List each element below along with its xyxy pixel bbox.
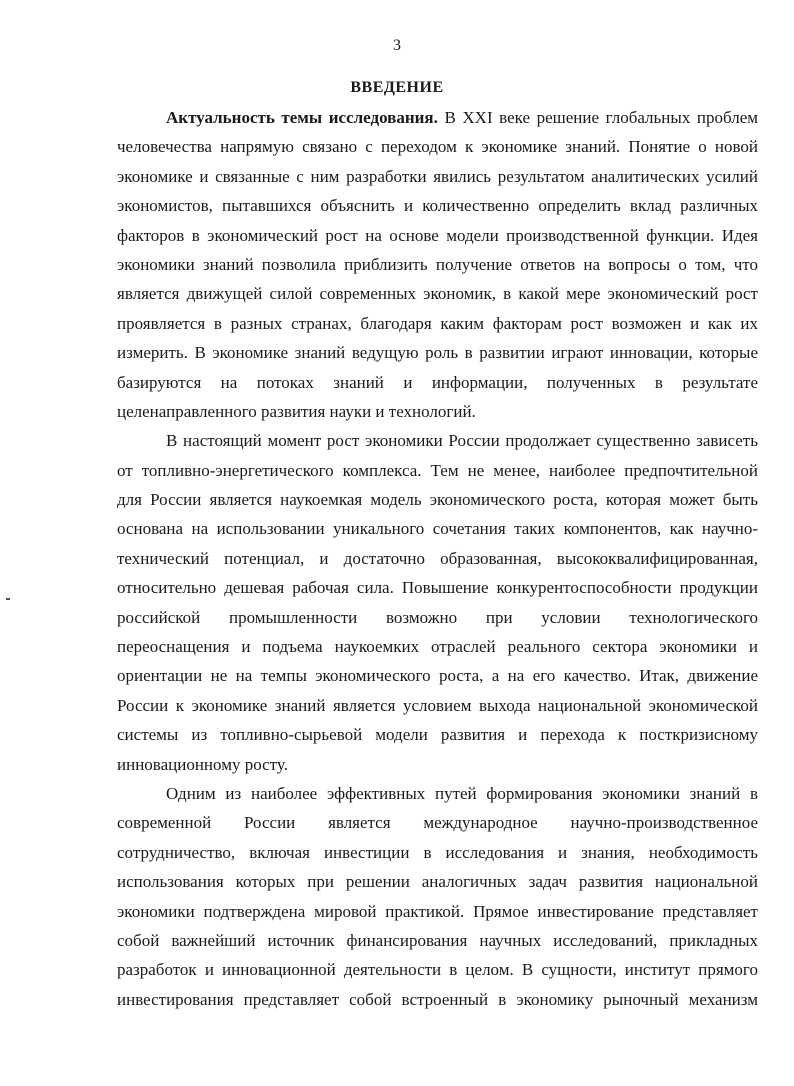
text-line: экономики подтверждена мировой практикой. Прямое инвестирование представляет	[117, 901, 758, 921]
text-line: Одним из наиболее эффективных путей формирования экономики знаний в	[166, 783, 758, 803]
text-line: человечества напрямую связано с переходом к экономике знаний. Понятие о новой	[117, 137, 758, 157]
text-line: для России является наукоемкая модель экономического роста, которая может быть	[117, 490, 758, 510]
text-line: целенаправленного развития науки и технологий.	[117, 401, 476, 421]
text-line: собой важнейший источник финансирования научных исследований, прикладных	[117, 930, 758, 950]
text-line: является движущей силой современных экономик, в какой мере экономический рост	[117, 284, 758, 304]
text-line: российской промышленности возможно при условии технологического	[117, 607, 758, 627]
text-line: экономике и связанные с ним разработки явились результатом аналитических усилий	[117, 166, 758, 186]
text-line: измерить. В экономике знаний ведущую роль в развитии играют инновации, которые	[117, 343, 758, 363]
body-text	[117, 103, 758, 1014]
text-line: от топливно-энергетического комплекса. Тем не менее, наиболее предпочтительной	[117, 460, 758, 480]
paragraph-2	[117, 426, 758, 779]
text-line: России к экономике знаний является условием выхода национальной экономической	[117, 695, 758, 715]
paragraph-3	[117, 779, 758, 1014]
text-line	[117, 103, 758, 132]
text-line: современной России является международное научно-производственное	[117, 813, 758, 833]
text-line: инновационному росту.	[117, 754, 288, 774]
paragraph-1	[117, 103, 758, 426]
text-line: ориентации не на темпы экономического роста, а на его качество. Итак, движение	[117, 666, 758, 686]
text-line: системы из топливно-сырьевой модели развития и перехода к посткризисному	[117, 725, 758, 745]
text-line: экономистов, пытавшихся объяснить и количественно определить вклад различных	[117, 196, 758, 216]
text-line: основана на использовании уникального сочетания таких компонентов, как научно-	[117, 519, 758, 539]
text-line: технический потенциал, и достаточно образованная, высококвалифицированная,	[117, 548, 758, 568]
text-line: сотрудничество, включая инвестиции в исследования и знания, необходимость	[117, 842, 758, 862]
margin-mark	[6, 598, 10, 600]
text-line: проявляется в разных странах, благодаря каким факторам рост возможен и как их	[117, 313, 758, 333]
line-text: В XXI веке решение глобальных проблем	[437, 108, 759, 127]
page-heading: ВВЕДЕНИЕ	[350, 79, 444, 96]
text-line: разработок и инновационной деятельности в целом. В сущности, институт прямого	[117, 960, 758, 980]
text-line: переоснащения и подъема наукоемких отраслей реального сектора экономики и	[117, 637, 758, 657]
text-line: инвестирования представляет собой встроенный в экономику рыночный механизм	[117, 989, 758, 1009]
text-line: базируются на потоках знаний и информации, полученных в результате	[117, 372, 758, 392]
text-line: относительно дешевая рабочая сила. Повышение конкурентоспособности продукции	[117, 578, 758, 598]
text-line: В настоящий момент рост экономики России продолжает существенно зависеть	[166, 431, 758, 451]
section-lead: Актуальность темы исследования.	[166, 108, 438, 127]
text-line: экономики знаний позволила приблизить получение ответов на вопросы о том, что	[117, 254, 758, 274]
page-number: 3	[393, 37, 401, 54]
text-line: использования которых при решении аналогичных задач развития национальной	[117, 872, 758, 892]
text-line: факторов в экономический рост на основе модели производственной функции. Идея	[117, 225, 758, 245]
